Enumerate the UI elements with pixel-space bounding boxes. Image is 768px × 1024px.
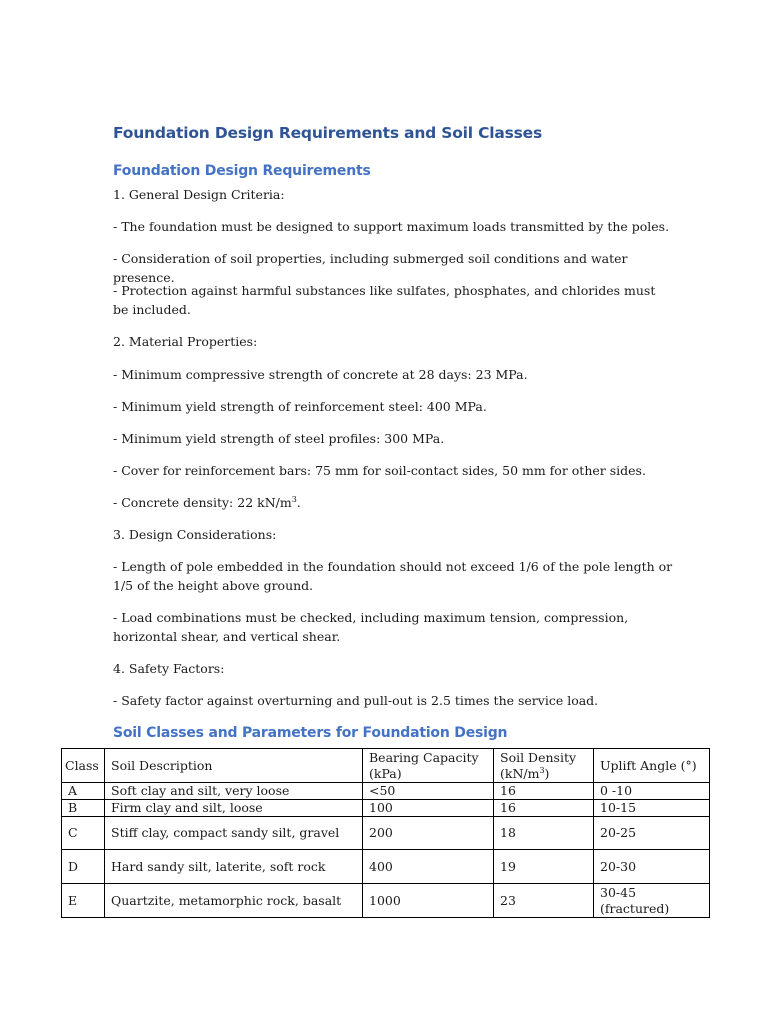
cell-bearing-capacity: 400 (363, 850, 494, 884)
cell-soil-description: Firm clay and silt, loose (105, 800, 363, 817)
table-header-row (62, 749, 710, 783)
cell-bearing-capacity: <50 (363, 783, 494, 800)
table-row (62, 884, 710, 918)
header-soil-description: Soil Description (105, 749, 363, 783)
paragraph-safety-factor-value: - Safety factor against overturning and pull-out is 2.5 times the service load. (113, 693, 599, 708)
header-class: Class (62, 749, 105, 783)
paragraph-safety-factors-heading: 4. Safety Factors: (113, 661, 225, 676)
cell-uplift-angle: 20-25 (594, 817, 710, 850)
cell-soil-density: 16 (494, 783, 594, 800)
paragraph-material-properties-heading: 2. Material Properties: (113, 334, 258, 349)
section-heading-soil-classes: Soil Classes and Parameters for Foundation Design (113, 725, 508, 741)
cell-uplift-angle: 30-45 (fractured) (594, 884, 710, 918)
paragraph-reinforcement-cover: - Cover for reinforcement bars: 75 mm for soil-contact sides, 50 mm for other sides. (113, 463, 646, 478)
table-row (62, 783, 710, 800)
header-soil-density (494, 749, 594, 783)
cell-class: D (62, 850, 105, 884)
cell-class: B (62, 800, 105, 817)
section-heading-design-requirements: Foundation Design Requirements (113, 163, 371, 179)
paragraph-general-criteria-heading: 1. General Design Criteria: (113, 187, 285, 202)
paragraph-reinforcement-yield: - Minimum yield strength of reinforcement steel: 400 MPa. (113, 399, 487, 414)
concrete-density-period: . (296, 495, 301, 510)
paragraph-pole-embedding: - Length of pole embedded in the foundation should not exceed 1/6 of the pole length or 1/5 of the height above ground. (113, 559, 673, 593)
document-title: Foundation Design Requirements and Soil Classes (113, 124, 543, 142)
header-bearing-capacity: Bearing Capacity (kPa) (363, 749, 494, 783)
paragraph-steel-profile-yield: - Minimum yield strength of steel profiles: 300 MPa. (113, 431, 445, 446)
cell-soil-density: 18 (494, 817, 594, 850)
cell-class: A (62, 783, 105, 800)
cell-uplift-angle: 20-30 (594, 850, 710, 884)
header-uplift-angle: Uplift Angle (°) (594, 749, 710, 783)
header-soil-density-close: ) (544, 765, 550, 781)
table-row (62, 850, 710, 884)
cell-soil-description: Quartzite, metamorphic rock, basalt (105, 884, 363, 918)
table-row (62, 817, 710, 850)
cell-bearing-capacity: 100 (363, 800, 494, 817)
paragraph-concrete-strength: - Minimum compressive strength of concrete at 28 days: 23 MPa. (113, 367, 528, 382)
cell-uplift-angle: 0 -10 (594, 783, 710, 800)
cell-soil-density: 19 (494, 850, 594, 884)
paragraph-load-combinations: - Load combinations must be checked, including maximum tension, compression, horizontal shear, and vertical shear. (113, 610, 629, 644)
cell-uplift-angle: 10-15 (594, 800, 710, 817)
cell-soil-density: 16 (494, 800, 594, 817)
header-soil-density-text: Soil Density (kN/m (500, 749, 577, 781)
paragraph-design-considerations-heading: 3. Design Considerations: (113, 527, 277, 542)
concrete-density-text: - Concrete density: 22 kN/m (113, 495, 292, 510)
header-soil-density-superscript: 3 (539, 765, 545, 775)
cell-soil-density: 23 (494, 884, 594, 918)
cell-soil-description: Hard sandy silt, laterite, soft rock (105, 850, 363, 884)
concrete-density-superscript: 3 (291, 494, 297, 504)
cell-class: C (62, 817, 105, 850)
paragraph-harmful-substances: - Protection against harmful substances like sulfates, phosphates, and chlorides must be included. (113, 283, 656, 317)
cell-soil-description: Stiff clay, compact sandy silt, gravel (105, 817, 363, 850)
table-row (62, 800, 710, 817)
cell-class: E (62, 884, 105, 918)
paragraph-max-loads: - The foundation must be designed to support maximum loads transmitted by the poles. (113, 219, 670, 234)
cell-bearing-capacity: 1000 (363, 884, 494, 918)
cell-soil-description: Soft clay and silt, very loose (105, 783, 363, 800)
paragraph-soil-properties: - Consideration of soil properties, including submerged soil conditions and water presence. (113, 251, 628, 285)
soil-classes-table (61, 748, 710, 918)
cell-bearing-capacity: 200 (363, 817, 494, 850)
paragraph-concrete-density (113, 493, 673, 512)
